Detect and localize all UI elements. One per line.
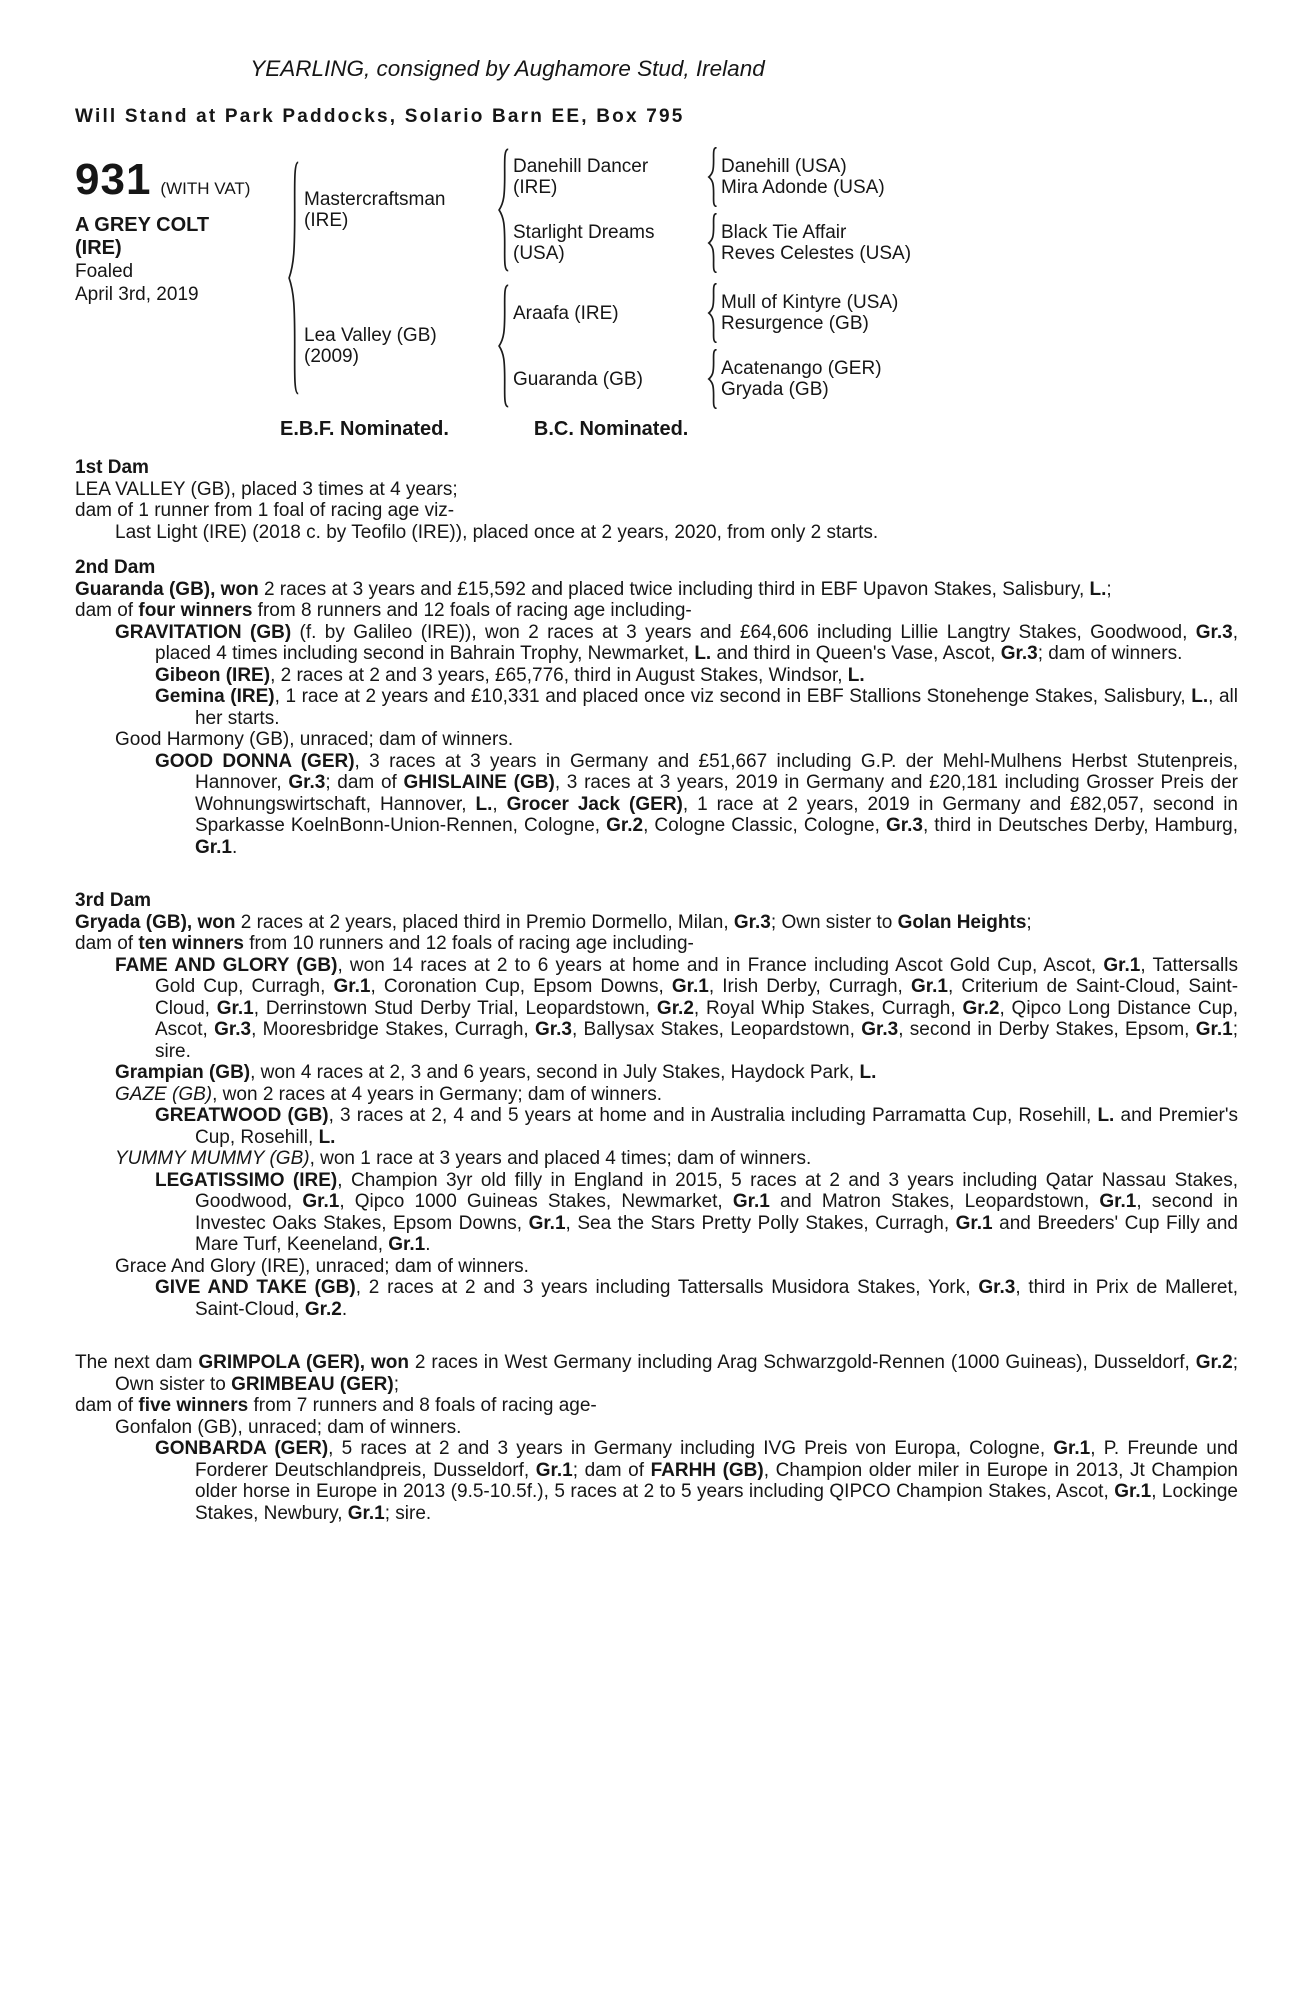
pedigree-paragraph: Gemina (IRE), 1 race at 2 years and £10,331 and placed once viz second in EBF Stallions Stonehenge Stakes, Salisbury, L., all her starts. <box>155 686 1238 729</box>
pedigree-paragraph: Gryada (GB), won 2 races at 2 years, placed third in Premio Dormello, Milan, Gr.3; Own sister to Golan Heights; <box>75 911 1032 933</box>
pedigree-paragraph: LEA VALLEY (GB), placed 3 times at 4 years; <box>75 478 458 500</box>
granddam-row <box>511 212 1238 274</box>
brace-icon <box>707 349 719 409</box>
great-grandparents <box>719 212 1238 274</box>
pedigree-horse-suffix: (IRE) <box>304 210 349 231</box>
pedigree-paragraph: dam of five winners from 7 runners and 8 foals of racing age- <box>75 1395 597 1416</box>
foaled-date: April 3rd, 2019 <box>75 284 199 305</box>
lot-number-row <box>75 155 287 204</box>
pedigree-paragraph: YUMMY MUMMY (GB), won 1 race at 3 years and placed 4 times; dam of winners. <box>115 1148 812 1169</box>
pedigree-sections <box>75 457 1238 1524</box>
pedigree-paragraph: Grampian (GB), won 4 races at 2, 3 and 6 years, second in July Stakes, Haydock Park, L. <box>115 1062 877 1083</box>
pedigree-horse-name: Acatenango (GER) <box>721 358 882 379</box>
pedigree-paragraph: dam of ten winners from 10 runners and 12 foals of racing age including- <box>75 933 694 954</box>
pedigree-horse-name: Gryada (GB) <box>721 379 829 400</box>
lot-info <box>75 146 287 410</box>
pedigree-horse-name: Resurgence (GB) <box>721 313 869 334</box>
brace-icon <box>707 147 719 207</box>
vat-note: (WITH VAT) <box>160 179 251 198</box>
pedigree-paragraph: GAZE (GB), won 2 races at 4 years in Germany; dam of winners. <box>115 1083 662 1105</box>
dam-name <box>301 282 497 410</box>
pedigree-horse-name: Mull of Kintyre (USA) <box>721 292 899 313</box>
lot-number: 931 <box>75 155 152 204</box>
pedigree-paragraph: GRAVITATION (GB) (f. by Galileo (IRE)), won 2 races at 3 years and £64,606 including Lillie Langtry Stakes, Goodwood, Gr.3, placed 4 times including second in Bahrain Trophy, Newmarket, L. and third in Queen's Vase, Ascot, Gr.3; dam of winners. <box>115 621 1238 664</box>
pedigree-horse-name: Danehill (USA) <box>721 156 847 177</box>
pedigree-paragraph: Guaranda (GB), won 2 races at 3 years and £15,592 and placed twice including third in EBF Upavon Stakes, Salisbury, L.; <box>75 578 1112 600</box>
brace-icon <box>287 160 301 396</box>
pedigree-horse-name: Lea Valley (GB) <box>304 325 437 346</box>
pedigree-paragraph: Grace And Glory (IRE), unraced; dam of winners. <box>115 1255 529 1277</box>
pedigree-paragraph: Gibeon (IRE), 2 races at 2 and 3 years, £65,776, third in August Stakes, Windsor, L. <box>155 664 865 686</box>
pedigree-paragraph: GONBARDA (GER), 5 races at 2 and 3 years in Germany including IVG Preis von Europa, Cologne, Gr.1, P. Freunde und Forderer Deutschlandpreis, Dusseldorf, Gr.1; dam of FARHH (GB), Champion older miler in Europe in 2013, Jt Champion older horse in Europe in 2013 (9.5-10.5f.), 5 races at 2 to 5 years including QIPCO Champion Stakes, Ascot, Gr.1, Lockinge Stakes, Newbury, Gr.1; sire. <box>155 1438 1238 1524</box>
pedigree-section <box>75 557 1238 858</box>
sire-grandparents <box>511 146 1238 274</box>
great-grandparents <box>719 348 1238 410</box>
granddam-name <box>511 212 707 274</box>
pedigree-horse-name: Mastercraftsman <box>304 189 446 210</box>
grandsire-name <box>511 146 707 208</box>
ebf-nominated-label: E.B.F. Nominated. <box>280 418 449 440</box>
pedigree-horse-suffix: (2009) <box>304 346 359 367</box>
dam-group <box>301 282 1238 410</box>
brace-icon <box>497 148 511 272</box>
pedigree-horse-name: Araafa (IRE) <box>513 302 619 324</box>
great-grandparents <box>719 146 1238 208</box>
pedigree-paragraph: LEGATISSIMO (IRE), Champion 3yr old filly in England in 2015, 5 races at 2 and 3 years including Qatar Nassau Stakes, Goodwood, Gr.1, Qipco 1000 Guineas Stakes, Newmarket, Gr.1 and Matron Stakes, Leopardstown, Gr.1, second in Investec Oaks Stakes, Epsom Downs, Gr.1, Sea the Stars Pretty Polly Stakes, Curragh, Gr.1 and Breeders' Cup Filly and Mare Turf, Keeneland, Gr.1. <box>155 1169 1238 1255</box>
pedigree-horse-name: Starlight Dreams <box>513 222 655 243</box>
grandsire-name <box>511 282 707 344</box>
pedigree-paragraph: FAME AND GLORY (GB), won 14 races at 2 to 6 years at home and in France including Ascot Gold Cup, Ascot, Gr.1, Tattersalls Gold Cup, Curragh, Gr.1, Coronation Cup, Epsom Downs, Gr.1, Irish Derby, Curragh, Gr.1, Criterium de Saint-Cloud, Saint-Cloud, Gr.1, Derrinstown Stud Derby Trial, Leopardstown, Gr.2, Royal Whip Stakes, Curragh, Gr.2, Qipco Long Distance Cup, Ascot, Gr.3, Mooresbridge Stakes, Curragh, Gr.3, Ballysax Stakes, Leopardstown, Gr.3, second in Derby Stakes, Epsom, Gr.1; sire. <box>115 954 1239 1062</box>
foaled-label: Foaled <box>75 261 134 282</box>
pedigree-section <box>75 457 1238 543</box>
pedigree-paragraph: Last Light (IRE) (2018 c. by Teofilo (IRE)), placed once at 2 years, 2020, from only 2 starts. <box>115 521 879 543</box>
pedigree-paragraph: dam of 1 runner from 1 foal of racing age viz- <box>75 500 455 521</box>
section-heading: 1st Dam <box>75 457 149 478</box>
pedigree-columns <box>301 146 1238 410</box>
pedigree-section <box>75 890 1238 1320</box>
pedigree-paragraph: dam of four winners from 8 runners and 12 foals of racing age including- <box>75 600 692 621</box>
lot-description-line1: A GREY COLT <box>75 214 210 236</box>
brace-icon <box>707 213 719 273</box>
dam-grandparents <box>511 282 1238 410</box>
pedigree-block <box>75 146 1238 410</box>
brace-icon <box>707 283 719 343</box>
pedigree-paragraph: GIVE AND TAKE (GB), 2 races at 2 and 3 years including Tattersalls Musidora Stakes, York, Gr.3, third in Prix de Malleret, Saint-Cloud, Gr.2. <box>155 1277 1239 1320</box>
pedigree-horse-name: Danehill Dancer <box>513 156 649 177</box>
pedigree-horse-suffix: (IRE) <box>513 177 558 198</box>
section-heading: 2nd Dam <box>75 557 156 578</box>
pedigree-horse-name: Reves Celestes (USA) <box>721 243 912 264</box>
granddam-name <box>511 348 707 410</box>
consignor-line: YEARLING, consigned by Aughamore Stud, Ireland <box>250 56 765 81</box>
pedigree-horse-name: Black Tie Affair <box>721 222 847 243</box>
pedigree-paragraph: GOOD DONNA (GER), 3 races at 3 years in Germany and £51,667 including G.P. der Mehl-Mulhens Herbst Stutenpreis, Hannover, Gr.3; dam of GHISLAINE (GB), 3 races at 3 years, 2019 in Germany and £20,181 including Grosser Preis der Wohnungswirtschaft, Hannover, L., Grocer Jack (GER), 1 race at 2 years, 2019 in Germany and £82,057, second in Sparkasse KoelnBonn-Union-Rennen, Cologne, Gr.2, Cologne Classic, Cologne, Gr.3, third in Deutsches Derby, Hamburg, Gr.1. <box>155 750 1239 858</box>
pedigree-horse-suffix: (USA) <box>513 243 565 264</box>
section-heading: 3rd Dam <box>75 890 152 911</box>
grandsire-row <box>511 146 1238 208</box>
sire-name <box>301 146 497 274</box>
pedigree-tree <box>287 146 1238 410</box>
granddam-row <box>511 348 1238 410</box>
pedigree-paragraph: Good Harmony (GB), unraced; dam of winners. <box>115 729 514 750</box>
grandsire-row <box>511 282 1238 344</box>
pedigree-paragraph: The next dam GRIMPOLA (GER), won 2 races in West Germany including Arag Schwarzgold-Rennen (1000 Guineas), Dusseldorf, Gr.2; Own sister to GRIMBEAU (GER); <box>75 1352 1238 1395</box>
brace-icon <box>497 284 511 408</box>
pedigree-horse-name: Guaranda (GB) <box>513 368 643 390</box>
pedigree-paragraph: Gonfalon (GB), unraced; dam of winners. <box>115 1416 462 1438</box>
great-grandparents <box>719 282 1238 344</box>
pedigree-horse-name: Mira Adonde (USA) <box>721 177 885 198</box>
stand-location-line: Will Stand at Park Paddocks, Solario Barn EE, Box 795 <box>75 106 685 127</box>
sire-group <box>301 146 1238 274</box>
pedigree-section <box>75 1352 1238 1524</box>
bc-nominated-label: B.C. Nominated. <box>533 418 689 440</box>
nomination-row <box>75 418 1238 441</box>
lot-description-line2: (IRE) <box>75 237 122 259</box>
pedigree-paragraph: GREATWOOD (GB), 3 races at 2, 4 and 5 years at home and in Australia including Parramatta Cup, Rosehill, L. and Premier's Cup, Rosehill, L. <box>155 1105 1238 1148</box>
